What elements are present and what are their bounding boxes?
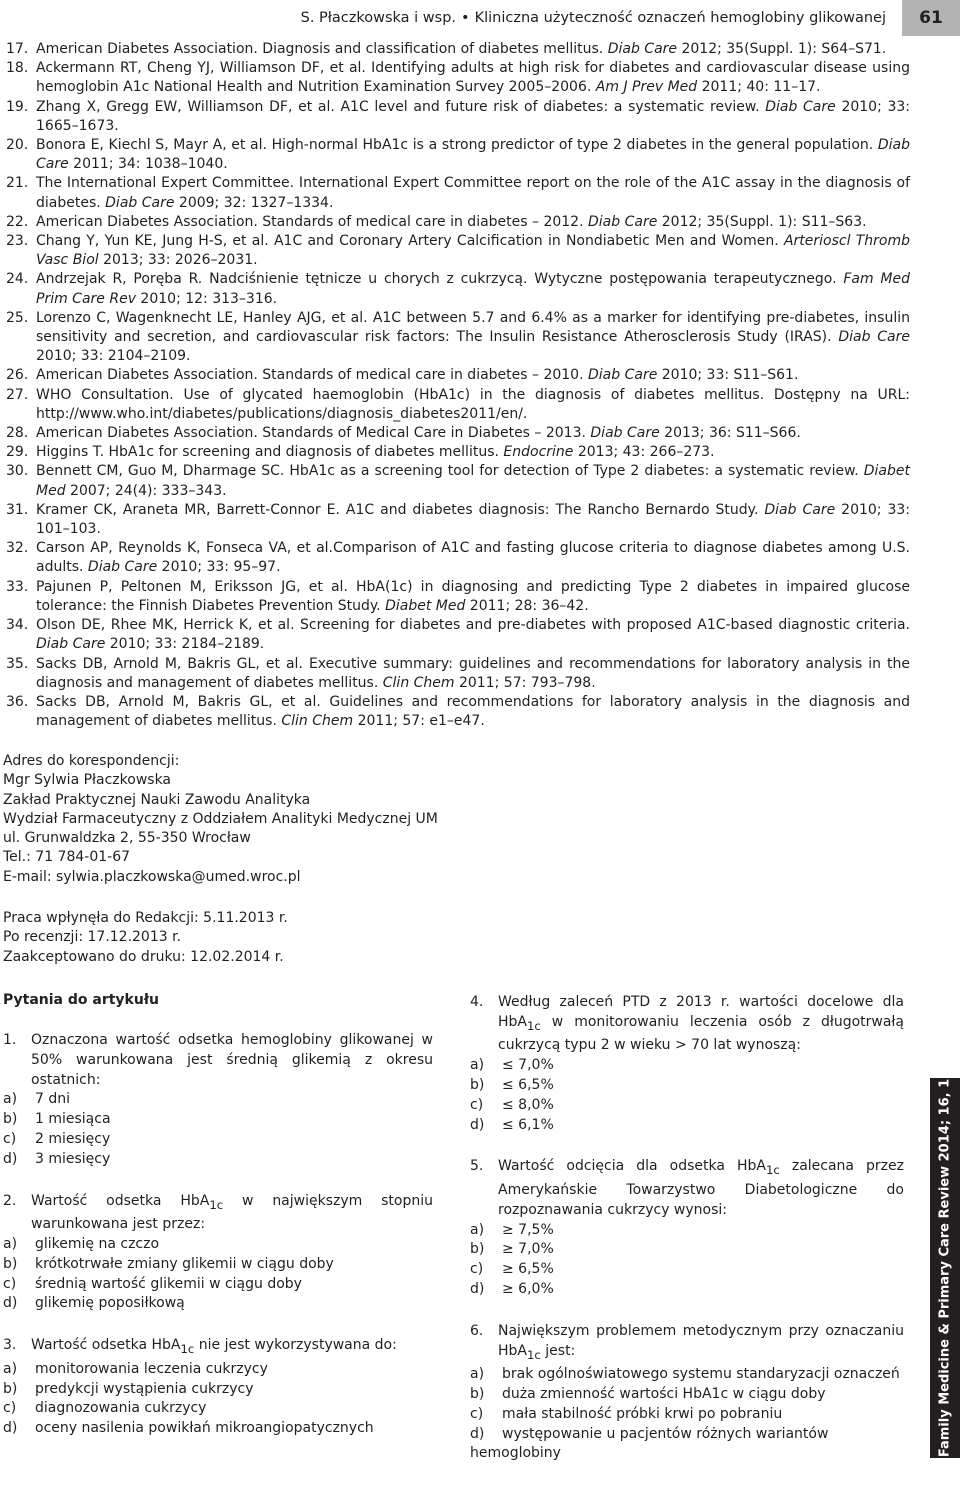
- answer-text: 7 dni: [35, 1091, 71, 1108]
- answer-letter: d): [3, 1150, 18, 1167]
- submission-dates: [3, 909, 473, 967]
- reference-authors-title: American Diabetes Association. Standards of Medical Care in Diabetes – 2013.: [36, 425, 591, 442]
- answer-option: [470, 1280, 904, 1300]
- answer-text: krótkotrwałe zmiany glikemii w ciągu doby: [35, 1255, 334, 1272]
- answer-text: brak ogólnoświatowego systemu standaryzacji oznaczeń: [502, 1366, 900, 1383]
- answer-letter: d): [470, 1116, 485, 1133]
- reference-text: [36, 386, 910, 424]
- answer-option: [470, 1076, 904, 1096]
- reference-authors-title: WHO Consultation. Use of glycated haemoglobin (HbA1c) in the diagnosis of diabetes mellitus. Dostępny na URL: http://www.who.int/diabetes/publications/diagnosis_diabetes2011/en/.: [36, 386, 910, 422]
- reference-details: 2010; 33: 2184–2189.: [105, 636, 265, 653]
- reference-text: [36, 693, 910, 731]
- answer-option: [470, 1405, 904, 1425]
- journal-sideband-text: Family Medicine & Primary Care Review 2014; 16, 1: [937, 1078, 953, 1458]
- reference-journal: Diab Care: [36, 137, 910, 173]
- subscript: 1c: [209, 1197, 224, 1212]
- correspondence-line: Mgr Sylwia Płaczkowska: [3, 772, 172, 789]
- reference-authors-title: Olson DE, Rhee MK, Herrick K, et al. Screening for diabetes and pre-diabetes with proposed A1C-based diagnostic criteria.: [36, 617, 910, 634]
- reference-number: 21.: [6, 175, 29, 192]
- question-text: [31, 1192, 433, 1235]
- reference-item: [0, 655, 910, 693]
- question-text-part: Według zaleceń PTD z 2013 r. wartości docelowe dla HbA: [498, 994, 904, 1030]
- reference-details: 2010; 33: 101–103.: [36, 501, 911, 538]
- answer-option: [470, 1096, 904, 1116]
- question-text-part: Wartość odsetka HbA: [31, 1192, 210, 1209]
- reference-text: [36, 98, 910, 136]
- reference-journal: Diab Care: [765, 98, 836, 115]
- reference-details: 2010; 33: 2104–2109.: [36, 348, 191, 365]
- correspondence-line: Tel.: 71 784-01-67: [3, 849, 131, 866]
- reference-item: [0, 501, 910, 539]
- page-number: 61: [902, 0, 960, 36]
- reference-authors-title: The International Expert Committee. International Expert Committee report on the role of the A1C assay in the diagnosis of diabetes.: [36, 175, 910, 211]
- answer-option: [3, 1235, 433, 1255]
- answer-text: ≤ 6,1%: [502, 1116, 554, 1133]
- correspondence-line: Zakład Praktycznej Nauki Zawodu Analityka: [3, 791, 311, 808]
- reference-item: [0, 232, 910, 270]
- question-block: [3, 1336, 433, 1439]
- question-text: [31, 1336, 433, 1360]
- reference-text: [36, 59, 910, 97]
- reference-item: [0, 443, 910, 462]
- reference-text: [36, 578, 910, 616]
- reference-journal: Clin Chem: [382, 674, 455, 691]
- answer-letter: b): [3, 1255, 18, 1272]
- correspondence-line: Adres do korespondencji:: [3, 753, 180, 769]
- answer-letter: a): [470, 1366, 485, 1383]
- reference-authors-title: Chang Y, Yun KE, Jung H-S, et al. A1C and Coronary Artery Calcification in Nondiabetic Men and Women.: [36, 233, 784, 250]
- reference-authors-title: Higgins T. HbA1c for screening and diagnosis of diabetes mellitus.: [36, 444, 504, 461]
- reference-item: [0, 40, 910, 59]
- question-number: 1.: [3, 1032, 17, 1048]
- question-block: [470, 993, 904, 1135]
- reference-text: [36, 616, 910, 654]
- reference-number: 33.: [6, 578, 29, 595]
- answer-text: ≤ 7,0%: [502, 1057, 554, 1074]
- reference-text: [36, 443, 910, 462]
- reference-details: 2010; 33: 1665–1673.: [36, 98, 911, 134]
- reference-number: 17.: [6, 41, 29, 57]
- question-text-part: w monitorowaniu leczenia osób z długotrwałą cukrzycą typu 2 w wieku > 70 lat wynoszą:: [498, 1013, 904, 1054]
- questions-heading: Pytania do artykułu: [3, 992, 159, 1008]
- answer-option: [3, 1110, 433, 1130]
- reference-journal: Diab Care: [87, 559, 158, 576]
- reference-item: [0, 693, 910, 731]
- answer-letter: c): [3, 1400, 17, 1417]
- reference-journal: Diab Care: [607, 41, 678, 57]
- reference-number: 18.: [6, 60, 29, 77]
- running-head-title: Kliniczna użyteczność oznaczeń hemoglobiny glikowanej: [474, 10, 886, 26]
- answer-option: [3, 1419, 433, 1439]
- reference-text: [36, 462, 910, 500]
- reference-text: [36, 655, 910, 693]
- reference-journal: Am J Prev Med: [595, 79, 698, 96]
- answer-text: ≤ 8,0%: [502, 1096, 554, 1113]
- question-number: 6.: [470, 1322, 484, 1339]
- answer-option: [3, 1275, 433, 1295]
- reference-number: 24.: [6, 271, 29, 288]
- answer-option: [3, 1150, 433, 1170]
- reference-number: 20.: [6, 137, 29, 154]
- correspondence-line: E-mail: sylwia.placzkowska@umed.wroc.pl: [3, 868, 301, 885]
- answer-text: ≥ 6,5%: [502, 1261, 554, 1278]
- answer-letter: b): [3, 1380, 18, 1397]
- question-text-part: Oznaczona wartość odsetka hemoglobiny glikowanej w 50% warunkowana jest średnią glikemią z okresu ostatnich:: [31, 1032, 433, 1088]
- answer-letter: b): [3, 1111, 18, 1128]
- reference-authors-title: Zhang X, Gregg EW, Williamson DF, et al. A1C level and future risk of diabetes: a systematic review.: [36, 98, 766, 115]
- reference-text: [36, 539, 910, 577]
- reference-text: [36, 40, 910, 59]
- answer-option: [3, 1090, 433, 1110]
- answer-text: glikemię na czczo: [35, 1235, 160, 1252]
- reference-details: 2011; 34: 1038–1040.: [68, 156, 228, 173]
- answer-text: 1 miesiąca: [35, 1111, 111, 1128]
- reference-details: 2013; 43: 266–273.: [573, 444, 715, 461]
- question-number: 3.: [3, 1337, 17, 1354]
- answer-option: [470, 1221, 904, 1241]
- reference-authors-title: Sacks DB, Arnold M, Bakris GL, et al. Guidelines and recommendations for laboratory analysis in the diagnosis and management of diabetes mellitus.: [36, 693, 910, 730]
- reference-journal: Clin Chem: [281, 713, 354, 730]
- reference-authors-title: American Diabetes Association. Standards of medical care in diabetes – 2012.: [36, 213, 588, 230]
- reference-list: [0, 40, 910, 731]
- question-number: 2.: [3, 1192, 17, 1209]
- answer-letter: a): [470, 1057, 485, 1074]
- date-line: Zaakceptowano do druku: 12.02.2014 r.: [3, 948, 284, 965]
- answer-option: [3, 1130, 433, 1150]
- reference-item: [0, 270, 910, 308]
- subscript: 1c: [527, 1347, 541, 1362]
- answer-letter: c): [3, 1130, 17, 1147]
- subscript: 1c: [180, 1341, 195, 1356]
- reference-authors-title: American Diabetes Association. Standards of medical care in diabetes – 2010.: [36, 367, 588, 384]
- answer-option: [470, 1365, 904, 1385]
- correspondence-block: [3, 752, 473, 887]
- reference-authors-title: Sacks DB, Arnold M, Bakris GL, et al. Executive summary: guidelines and recommendations for laboratory analysis in the diagnosis and management of diabetes mellitus.: [36, 655, 910, 691]
- correspondence-line: ul. Grunwaldzka 2, 55-350 Wrocław: [3, 830, 251, 847]
- question-text: [498, 993, 904, 1056]
- reference-journal: Diab Care: [764, 501, 836, 518]
- reference-details: 2010; 33: S11–S61.: [657, 367, 799, 384]
- reference-journal: Diab Care: [590, 425, 660, 442]
- question-text-part: Wartość odcięcia dla odsetka HbA: [498, 1158, 766, 1175]
- question-text-part: nie jest wykorzystywana do:: [194, 1337, 397, 1354]
- answer-text: 3 miesięcy: [35, 1150, 111, 1167]
- reference-authors-title: American Diabetes Association. Diagnosis and classification of diabetes mellitus.: [36, 41, 608, 57]
- reference-details: 2013; 36: S11–S66.: [659, 425, 801, 442]
- reference-journal: Diab Care: [588, 213, 658, 230]
- reference-authors-title: Kramer CK, Araneta MR, Barrett-Connor E. A1C and diabetes diagnosis: The Rancho Bernardo Study.: [36, 501, 765, 518]
- reference-number: 26.: [6, 367, 29, 384]
- answer-text: średnią wartość glikemii w ciągu doby: [35, 1275, 302, 1292]
- answer-letter: b): [470, 1076, 485, 1093]
- reference-journal: Arterioscl Thromb Vasc Biol: [36, 233, 910, 269]
- reference-journal: Diabet Med: [385, 597, 466, 614]
- reference-item: [0, 309, 910, 367]
- page-header: [0, 0, 960, 36]
- reference-text: [36, 501, 910, 539]
- answer-letter: d): [470, 1425, 485, 1442]
- answer-letter: a): [3, 1091, 18, 1108]
- question-block: [470, 1322, 904, 1464]
- subscript: 1c: [765, 1163, 780, 1178]
- answer-option: [3, 1360, 433, 1380]
- reference-journal: Diab Care: [588, 367, 658, 384]
- reference-details: 2013; 33: 2026–2031.: [98, 252, 258, 269]
- reference-details: 2007; 24(4): 333–343.: [65, 482, 227, 499]
- reference-authors-title: Andrzejak R, Poręba R. Nadciśnienie tętnicze u chorych z cukrzycą. Wytyczne postępowania terapeutycznego.: [36, 271, 844, 288]
- reference-details: 2011; 40: 11–17.: [697, 79, 821, 96]
- reference-number: 23.: [6, 233, 29, 250]
- answer-letter: d): [3, 1295, 18, 1312]
- reference-journal: Endocrine: [503, 444, 574, 461]
- answer-letter: b): [470, 1385, 485, 1402]
- reference-text: [36, 424, 910, 443]
- reference-number: 22.: [6, 213, 29, 230]
- reference-item: [0, 424, 910, 443]
- reference-number: 28.: [6, 425, 29, 442]
- answer-letter: c): [3, 1275, 17, 1292]
- answer-letter: a): [470, 1221, 485, 1238]
- answer-text: predykcji wystąpienia cukrzycy: [35, 1380, 254, 1397]
- question-block: [3, 1192, 433, 1315]
- reference-details: 2012; 35(Suppl. 1): S11–S63.: [657, 213, 867, 230]
- reference-number: 36.: [6, 693, 29, 710]
- running-head: [0, 0, 902, 36]
- answer-text: występowanie u pacjentów różnych wariantów hemoglobiny: [470, 1425, 829, 1462]
- answer-option: [470, 1056, 904, 1076]
- reference-item: [0, 539, 910, 577]
- questions-left-column: [3, 1031, 433, 1461]
- reference-item: [0, 213, 910, 232]
- answer-option: [3, 1294, 433, 1314]
- reference-number: 32.: [6, 540, 29, 557]
- reference-item: [0, 174, 910, 212]
- date-line: Po recenzji: 17.12.2013 r.: [3, 929, 182, 946]
- answer-option: [3, 1380, 433, 1400]
- reference-journal: Fam Med Prim Care Rev: [36, 271, 910, 307]
- reference-number: 19.: [6, 98, 29, 115]
- question-block: [470, 1157, 904, 1299]
- question-text-part: Wartość odsetka HbA: [31, 1337, 181, 1354]
- answer-text: glikemię poposiłkową: [35, 1295, 185, 1312]
- answer-option: [470, 1425, 904, 1465]
- question-text-part: w największym stopniu warunkowana jest przez:: [31, 1192, 434, 1233]
- reference-authors-title: Pajunen P, Peltonen M, Eriksson JG, et al. HbA(1c) in diagnosing and predicting Type 2 diabetes in impaired glucose tolerance: the Finnish Diabetes Prevention Study.: [36, 578, 910, 614]
- correspondence-line: Wydział Farmaceutyczny z Oddziałem Analityki Medycznej UM: [3, 810, 438, 827]
- question-number: 5.: [470, 1158, 484, 1175]
- reference-details: 2009; 32: 1327–1334.: [174, 194, 334, 211]
- answer-letter: a): [3, 1235, 18, 1252]
- reference-number: 31.: [6, 501, 29, 518]
- reference-number: 35.: [6, 655, 29, 672]
- question-text: [498, 1157, 904, 1220]
- answer-letter: d): [470, 1280, 485, 1297]
- answer-text: ≥ 6,0%: [502, 1280, 554, 1297]
- answer-text: mała stabilność próbki krwi po pobraniu: [502, 1405, 783, 1422]
- questions-right-column: [470, 993, 904, 1486]
- reference-details: 2011; 57: 793–798.: [454, 674, 596, 691]
- reference-number: 25.: [6, 309, 29, 326]
- reference-text: [36, 309, 910, 367]
- reference-number: 30.: [6, 463, 29, 480]
- answer-text: ≤ 6,5%: [502, 1076, 554, 1093]
- answer-letter: c): [470, 1261, 484, 1278]
- reference-number: 27.: [6, 386, 29, 403]
- reference-item: [0, 616, 910, 654]
- reference-details: 2010; 33: 95–97.: [157, 559, 281, 576]
- answer-option: [470, 1260, 904, 1280]
- answer-text: ≥ 7,5%: [502, 1221, 554, 1238]
- question-text: [498, 1322, 904, 1365]
- subscript: 1c: [527, 1018, 541, 1033]
- reference-authors-title: Bonora E, Kiechl S, Mayr A, et al. High-normal HbA1c is a strong predictor of type 2 diabetes in the general population.: [36, 137, 878, 154]
- reference-details: 2011; 28: 36–42.: [465, 597, 589, 614]
- running-head-authors: S. Płaczkowska i wsp.: [300, 10, 457, 26]
- answer-letter: c): [470, 1405, 484, 1422]
- reference-item: [0, 366, 910, 385]
- question-block: [3, 1031, 433, 1170]
- reference-item: [0, 578, 910, 616]
- answer-option: [470, 1116, 904, 1136]
- reference-authors-title: Lorenzo C, Wagenknecht LE, Hanley AJG, et al. A1C between 5.7 and 6.4% as a marker for identifying pre-diabetes, insulin sensitivity and secretion, and cardiovascular risk factors: The Insulin Resistance Atherosclerosis Study (IRAS).: [36, 309, 910, 346]
- reference-item: [0, 136, 910, 174]
- reference-item: [0, 98, 910, 136]
- answer-text: diagnozowania cukrzycy: [35, 1400, 207, 1417]
- reference-text: [36, 213, 910, 232]
- answer-letter: a): [3, 1360, 18, 1377]
- reference-item: [0, 462, 910, 500]
- answer-letter: c): [470, 1096, 484, 1113]
- answer-option: [3, 1399, 433, 1419]
- reference-details: 2011; 57: e1–e47.: [353, 713, 485, 730]
- reference-details: 2012; 35(Suppl. 1): S64–S71.: [677, 41, 887, 57]
- answer-text: duża zmienność wartości HbA1c w ciągu doby: [502, 1385, 826, 1402]
- answer-text: oceny nasilenia powikłań mikroangiopatycznych: [35, 1420, 374, 1437]
- date-line: Praca wpłynęła do Redakcji: 5.11.2013 r.: [3, 910, 288, 926]
- reference-details: 2010; 12: 313–316.: [135, 290, 278, 307]
- running-head-bullet: •: [461, 10, 470, 26]
- question-text-part: zalecana przez Amerykańskie Towarzystwo Diabetologiczne do rozpoznawania cukrzycy wynosi:: [498, 1158, 904, 1218]
- answer-letter: d): [3, 1420, 18, 1437]
- reference-number: 29.: [6, 444, 29, 461]
- reference-text: [36, 174, 910, 212]
- answer-option: [470, 1240, 904, 1260]
- reference-text: [36, 366, 910, 385]
- reference-journal: Diab Care: [36, 636, 106, 653]
- reference-text: [36, 136, 910, 174]
- reference-text: [36, 232, 910, 270]
- reference-authors-title: Ackermann RT, Cheng YJ, Williamson DF, et al. Identifying adults at high risk for diabetes and cardiovascular disease using hemoglobin A1c National Health and Nutrition Examination Survey 2005–2006.: [36, 60, 910, 96]
- reference-journal: Diabet Med: [36, 463, 910, 499]
- answer-letter: b): [470, 1241, 485, 1258]
- answer-text: ≥ 7,0%: [502, 1241, 554, 1258]
- answer-text: monitorowania leczenia cukrzycy: [35, 1360, 268, 1377]
- question-text-part: Największym problemem metodycznym przy oznaczaniu HbA: [498, 1322, 904, 1359]
- reference-number: 34.: [6, 617, 29, 634]
- reference-journal: Diab Care: [105, 194, 175, 211]
- reference-item: [0, 59, 910, 97]
- question-number: 4.: [470, 994, 484, 1010]
- answer-text: 2 miesięcy: [35, 1130, 111, 1147]
- answer-option: [470, 1385, 904, 1405]
- journal-sideband: [930, 1078, 960, 1458]
- question-text-part: jest:: [540, 1342, 576, 1359]
- reference-authors-title: Carson AP, Reynolds K, Fonseca VA, et al.Comparison of A1C and fasting glucose criteria to diagnose diabetes among U.S. adults.: [36, 540, 910, 576]
- reference-authors-title: Bennett CM, Guo M, Dharmage SC. HbA1c as a screening tool for detection of Type 2 diabetes: a systematic review.: [36, 463, 864, 480]
- question-text: [31, 1031, 433, 1090]
- reference-text: [36, 270, 910, 308]
- reference-journal: Diab Care: [838, 329, 910, 346]
- reference-item: [0, 386, 910, 424]
- answer-option: [3, 1255, 433, 1275]
